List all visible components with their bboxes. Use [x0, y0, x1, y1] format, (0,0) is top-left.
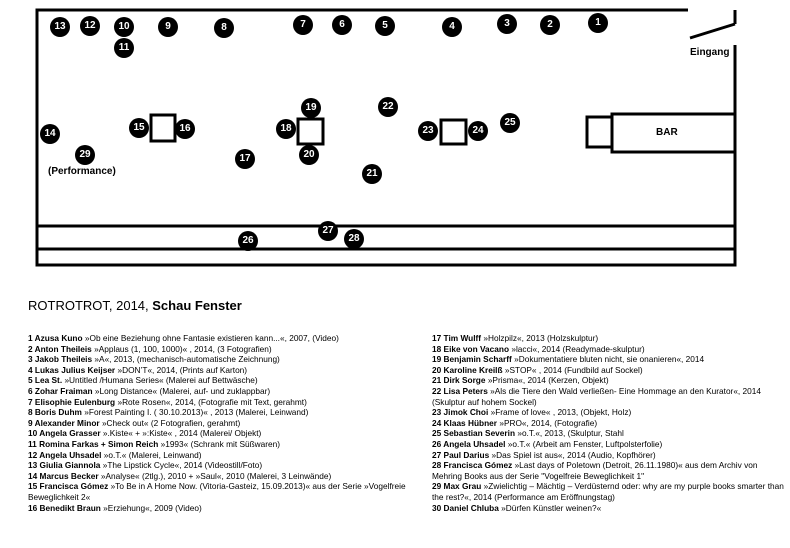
artist-name: 14 Marcus Becker	[28, 470, 99, 481]
pedestal-18-20	[298, 119, 323, 144]
artwork-description: »Untitled /Humana Series« (Malerei auf Bettwäsche)	[64, 375, 258, 386]
title-main: ROTROTROT, 2014,	[28, 298, 149, 313]
entrance-door	[690, 24, 735, 38]
artwork-marker-18: 18	[276, 119, 296, 139]
artist-name: 18 Eike von Vacano	[432, 343, 510, 354]
artwork-marker-13: 13	[50, 17, 70, 37]
artwork-marker-2: 2	[540, 15, 560, 35]
artwork-entry	[432, 386, 787, 407]
artwork-marker-14: 14	[40, 124, 60, 144]
artwork-entry	[432, 344, 787, 355]
artwork-entry	[28, 407, 408, 418]
artist-name: 30 Daniel Chluba	[432, 502, 499, 513]
pedestal-15-16	[151, 115, 175, 141]
artwork-description: »o.T.«, 2013, (Skulptur, Stahl	[517, 428, 624, 439]
artwork-description: »Zwielichtig – Mächtig – Verdüsternd oder: why are my purple books smarter than the rest?«, 2014 (Performance am Eröffnungstag)	[432, 481, 784, 502]
artwork-description: »Holzpilz«, 2013 (Holzskulptur)	[483, 333, 599, 343]
artwork-marker-9: 9	[158, 17, 178, 37]
artist-name: 16 Benedikt Braun	[28, 502, 101, 513]
artist-name: 29 Max Grau	[432, 481, 482, 492]
artist-name: 2 Anton Theileis	[28, 343, 92, 354]
artwork-description: »lacci«, 2014 (Readymade-skulptur)	[511, 343, 645, 354]
artwork-marker-22: 22	[378, 97, 398, 117]
artist-name: 4 Lukas Julius Keijser	[28, 364, 116, 375]
artwork-entry	[432, 375, 787, 386]
artwork-entry	[28, 460, 408, 471]
artwork-description: »o.T.« (Malerei, Leinwand)	[103, 449, 202, 460]
artwork-description: »Ob eine Beziehung ohne Fantasie existieren kann...«, 2007, (Video)	[84, 333, 339, 343]
artwork-entry	[28, 344, 408, 355]
artwork-description: »Dokumentatiere bluten nicht, sie onanieren«, 2014	[514, 354, 705, 365]
artwork-entry	[432, 439, 787, 450]
artwork-description: »Dürfen Künstler weinen?«	[501, 502, 602, 513]
artwork-entry	[432, 418, 787, 429]
artwork-marker-16: 16	[175, 119, 195, 139]
artwork-marker-23: 23	[418, 121, 438, 141]
artwork-description: »Long Distance« (Malerei, auf- und zuklappbar)	[94, 385, 271, 396]
artist-name: 28 Francisca Gómez	[432, 460, 513, 471]
artwork-marker-24: 24	[468, 121, 488, 141]
artist-name: 24 Klaas Hübner	[432, 417, 498, 428]
artwork-description: »Frame of love« , 2013, (Objekt, Holz)	[490, 407, 632, 418]
artwork-entry	[28, 375, 408, 386]
artwork-description: »Forest Painting I. ( 30.10.2013)« , 2013 (Malerei, Leinwand)	[84, 407, 309, 418]
artist-name: 9 Alexander Minor	[28, 417, 100, 428]
artwork-entry	[28, 450, 408, 461]
artwork-marker-12: 12	[80, 16, 100, 36]
artwork-marker-5: 5	[375, 16, 395, 36]
title-rest: Schau Fenster	[148, 298, 242, 313]
artwork-entry	[432, 333, 787, 344]
artist-name: 3 Jakob Theileis	[28, 354, 93, 365]
artist-name: 23 Jimok Choi	[432, 407, 489, 418]
artist-name: 6 Zohar Fraiman	[28, 385, 93, 396]
artwork-entry	[28, 354, 408, 365]
artwork-description: »Rote Rosen«, 2014, (Fotografie mit Text, gerahmt)	[117, 396, 307, 407]
pedestal-23-24	[441, 120, 466, 144]
artwork-entry	[28, 471, 408, 482]
artist-name: 26 Angela Uhsadel	[432, 438, 506, 449]
artwork-marker-1: 1	[588, 13, 608, 33]
artwork-marker-4: 4	[442, 17, 462, 37]
artwork-description: »Prisma«, 2014 (Kerzen, Objekt)	[487, 375, 609, 386]
artwork-entry	[432, 365, 787, 376]
exhibition-title	[28, 298, 242, 313]
artwork-entry	[28, 386, 408, 397]
artist-name: 19 Benjamin Scharff	[432, 354, 512, 365]
artwork-description: »Check out« (2 Fotografien, gerahmt)	[101, 417, 241, 428]
artwork-entry	[28, 481, 408, 502]
artwork-marker-28: 28	[344, 229, 364, 249]
performance-label: (Performance)	[48, 166, 116, 177]
artist-name: 5 Lea St.	[28, 375, 63, 386]
artist-name: 20 Karoline Kreilß	[432, 364, 503, 375]
artwork-marker-29: 29	[75, 145, 95, 165]
artwork-marker-26: 26	[238, 231, 258, 251]
artwork-entry	[28, 397, 408, 408]
artist-name: 27 Paul Darius	[432, 449, 490, 460]
artwork-list-right	[432, 333, 787, 513]
artwork-marker-15: 15	[129, 118, 149, 138]
artwork-marker-21: 21	[362, 164, 382, 184]
artist-name: 12 Angela Uhsadel	[28, 449, 102, 460]
artwork-marker-10: 10	[114, 17, 134, 37]
artwork-entry	[28, 503, 408, 514]
artist-name: 7 Elisophie Eulenburg	[28, 396, 116, 407]
artwork-entry	[28, 418, 408, 429]
artwork-description: »DON’T«, 2014, (Prints auf Karton)	[117, 364, 248, 375]
artwork-description: »Das Spiel ist aus«, 2014 (Audio, Kopfhörer)	[491, 449, 656, 460]
entrance-label: Eingang	[690, 47, 730, 58]
artwork-marker-20: 20	[299, 145, 319, 165]
artist-name: 22 Lisa Peters	[432, 385, 488, 396]
bar-label: BAR	[656, 127, 678, 138]
artist-name: 13 Giulia Giannola	[28, 460, 101, 471]
artwork-entry	[432, 407, 787, 418]
artwork-marker-25: 25	[500, 113, 520, 133]
artwork-description: »1993« (Schrank mit Süßwaren)	[160, 438, 281, 449]
artwork-entry	[28, 428, 408, 439]
artwork-description: »To Be in A Home Now. (Vitoria-Gasteiz, 15.09.2013)« aus der Serie »Vogelfreie Beweglichkeit 2«	[28, 481, 406, 502]
artwork-marker-7: 7	[293, 15, 313, 35]
artwork-entry	[28, 333, 408, 344]
bar-box	[587, 117, 612, 147]
artist-name: 8 Boris Duhm	[28, 407, 82, 418]
artist-name: 21 Dirk Sorge	[432, 375, 486, 386]
artwork-entry	[432, 481, 787, 502]
artwork-entry	[432, 450, 787, 461]
artist-name: 25 Sebastian Severin	[432, 428, 516, 439]
artwork-marker-27: 27	[318, 221, 338, 241]
artwork-description: »PRO«, 2014, (Fotografie)	[499, 417, 598, 428]
artwork-marker-3: 3	[497, 14, 517, 34]
artwork-description: ».Kiste« + »:Kiste« , 2014 (Malerei/ Objekt)	[102, 428, 262, 439]
artwork-entry	[432, 354, 787, 365]
artwork-entry	[432, 428, 787, 439]
artwork-entry	[28, 439, 408, 450]
artwork-description: »Last days of Poletown (Detroit, 26.11.1980)« aus dem Archiv von Mehring Books aus der Serie "Vogelfreie Beweglichkeit 1"	[432, 460, 758, 481]
artist-name: 17 Tim Wulff	[432, 333, 482, 343]
artwork-description: »Erziehung«, 2009 (Video)	[103, 502, 202, 513]
artist-name: 15 Francisca Gómez	[28, 481, 109, 492]
artwork-description: »Analyse« (2tlg.), 2010 + »Saul«, 2010 (Malerei, 3 Leinwände)	[100, 470, 332, 481]
artist-name: 1 Azusa Kuno	[28, 333, 83, 343]
artwork-list-left	[28, 333, 408, 513]
artwork-entry	[432, 460, 787, 481]
artwork-marker-6: 6	[332, 15, 352, 35]
artwork-description: »Als die Tiere den Wald verließen- Eine Hommage an den Kurator«, 2014 (Skulptur auf hohem Sockel)	[432, 385, 761, 407]
artist-name: 10 Angela Grasser	[28, 428, 101, 439]
artwork-description: »The Lipstick Cycle«, 2014 (Videostill/Foto)	[102, 460, 263, 471]
artwork-marker-19: 19	[301, 98, 321, 118]
artwork-marker-8: 8	[214, 18, 234, 38]
artwork-description: »o.T.« (Arbeit am Fenster, Luftpolsterfolie)	[507, 438, 663, 449]
artwork-marker-11: 11	[114, 38, 134, 58]
artwork-entry	[432, 503, 787, 514]
artwork-description: »STOP« , 2014 (Fundbild auf Sockel)	[504, 364, 643, 375]
artwork-entry	[28, 365, 408, 376]
artwork-description: »Applaus (1, 100, 1000)« , 2014, (3 Fotografien)	[94, 343, 272, 354]
artwork-description: »A«, 2013, (mechanisch-automatische Zeichnung)	[94, 354, 280, 365]
artwork-marker-17: 17	[235, 149, 255, 169]
artist-name: 11 Romina Farkas + Simon Reich	[28, 438, 159, 449]
